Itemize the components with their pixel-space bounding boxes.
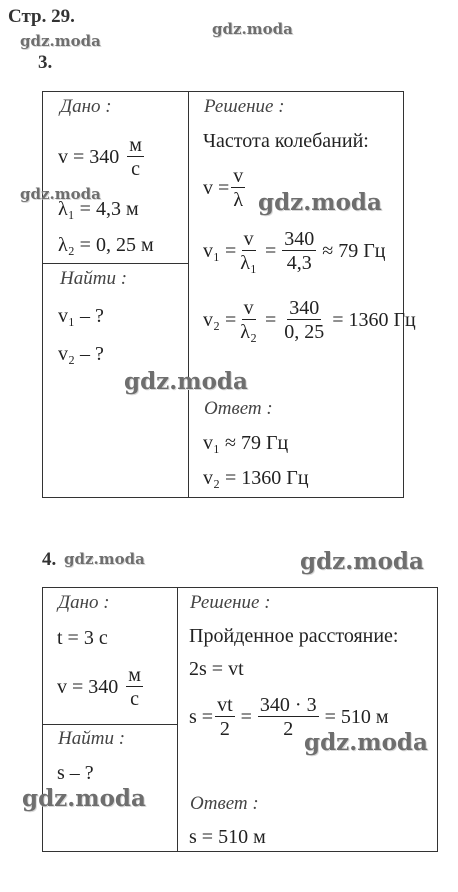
task4-divider: [177, 587, 178, 852]
numerator: v: [243, 297, 254, 319]
page-header: Стр. 29.: [8, 6, 75, 27]
numerator: 340 · 3: [259, 694, 317, 716]
numerator: 340: [284, 228, 315, 250]
denominator: 0, 25: [284, 321, 325, 343]
task3-given-find-separator: [42, 263, 188, 264]
task4-find-label: Найти :: [58, 728, 126, 749]
task3-solution-title: Частота колебаний:: [203, 130, 369, 152]
formula-lhs: v₁ =: [203, 240, 237, 262]
task4-given-speed: [57, 664, 145, 711]
task4-find-s: s – ?: [57, 762, 94, 784]
watermark: gdz.moda: [20, 32, 101, 50]
equals-sign: =: [264, 309, 277, 331]
task3-given-lambda1: λ₁ = 4,3 м: [58, 198, 139, 220]
formula-result: = 510 м: [324, 706, 389, 728]
task3-number: 3.: [38, 52, 53, 73]
task4-answer: s = 510 м: [189, 826, 266, 848]
task3-find-label: Найти :: [60, 268, 128, 289]
unit-numerator: м: [129, 134, 142, 156]
task4-number: 4.: [42, 549, 57, 570]
task3-nu1-calculation: [203, 228, 385, 275]
unit-numerator: м: [128, 664, 141, 686]
denominator: 2: [219, 718, 230, 740]
task3-solution-label: Решение :: [204, 96, 285, 117]
watermark: gdz.moda: [212, 20, 293, 38]
watermark: gdz.moda: [124, 368, 248, 395]
task3-find-nu1: v₁ – ?: [58, 305, 104, 327]
task3-answer-nu2: v₂ = 1360 Гц: [203, 467, 309, 489]
task4-given-find-separator: [42, 724, 177, 725]
task3-find-nu2: v₂ – ?: [58, 343, 104, 365]
equals-sign: =: [240, 706, 252, 728]
formula-fraction: [215, 694, 235, 741]
denominator: λ: [233, 189, 244, 211]
numerator: 340: [289, 297, 320, 319]
watermark: gdz.moda: [22, 785, 146, 812]
task3-nu2-calculation: [203, 297, 416, 344]
formula-lhs: v =: [203, 177, 230, 199]
formula-fraction: [238, 297, 259, 344]
formula-result: ≈ 79 Гц: [322, 240, 386, 262]
task3-answer-label: Ответ :: [204, 398, 273, 419]
formula-fraction: [282, 297, 326, 344]
task3-answer-nu1: v₁ ≈ 79 Гц: [203, 432, 289, 454]
task4-answer-label: Ответ :: [190, 793, 259, 814]
watermark: gdz.moda: [300, 548, 424, 575]
task3-given-frequency: [58, 134, 146, 181]
task4-solution-title: Пройденное расстояние:: [189, 625, 399, 647]
formula-fraction: [231, 165, 245, 212]
numerator: vt: [217, 694, 233, 716]
watermark: gdz.moda: [304, 729, 428, 756]
watermark: gdz.moda: [64, 550, 145, 568]
formula-fraction: [282, 228, 316, 275]
task4-equation-2s: 2s = vt: [189, 658, 244, 680]
equals-sign: =: [264, 240, 277, 262]
task4-solution-label: Решение :: [190, 592, 271, 613]
numerator: v: [243, 228, 254, 250]
unit-denominator: с: [131, 158, 141, 180]
unit-fraction: [127, 134, 144, 181]
task4-given-label: Дано :: [58, 592, 110, 613]
denominator: 4,3: [286, 252, 312, 274]
task3-given-lambda2: λ₂ = 0, 25 м: [58, 234, 154, 256]
denominator: λ₁: [240, 252, 257, 274]
formula-result: = 1360 Гц: [332, 309, 416, 331]
task3-divider: [188, 91, 189, 498]
task3-given-label: Дано :: [60, 96, 112, 117]
watermark: gdz.moda: [20, 185, 101, 203]
formula-lhs: s =: [189, 706, 214, 728]
unit-denominator: с: [130, 688, 140, 710]
task3-formula: [203, 165, 247, 212]
watermark: gdz.moda: [258, 189, 382, 216]
task4-given-speed-value: v = 340: [57, 676, 119, 698]
numerator: v: [233, 165, 244, 187]
denominator: λ₂: [240, 321, 257, 343]
unit-fraction: [126, 664, 143, 711]
task3-given-nu-value: v = 340: [58, 146, 120, 168]
denominator: 2: [283, 718, 294, 740]
formula-lhs: v₂ =: [203, 309, 237, 331]
task4-given-time: t = 3 с: [57, 627, 108, 649]
formula-fraction: [238, 228, 259, 275]
